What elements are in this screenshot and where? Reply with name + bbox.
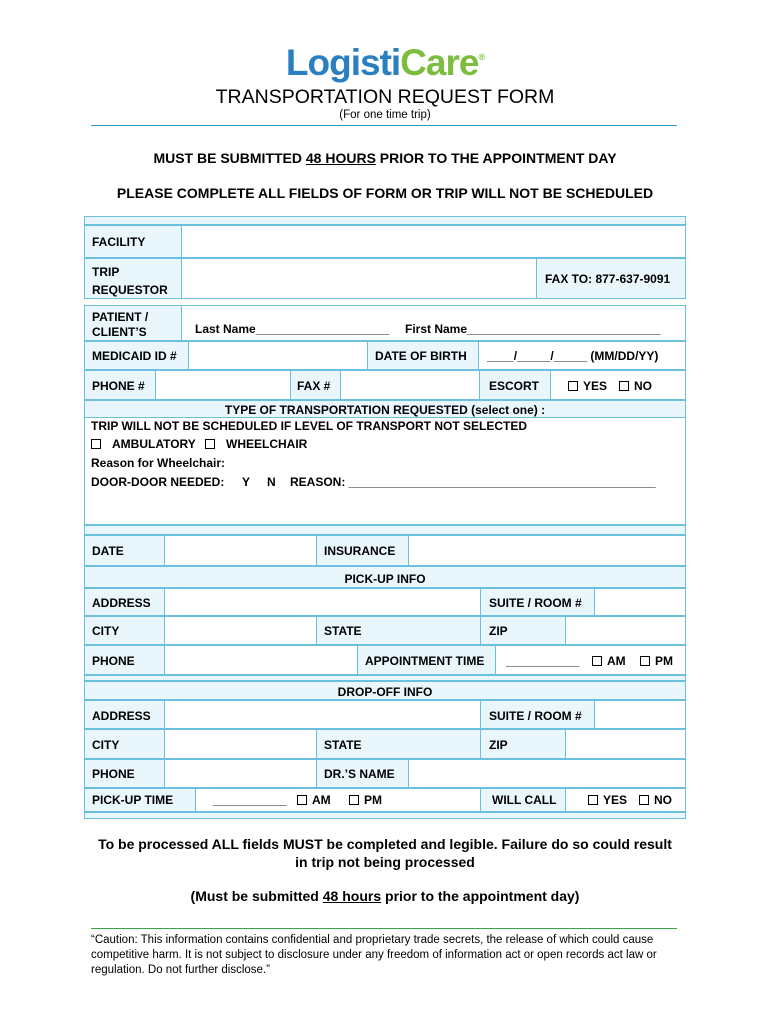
form-title: TRANSPORTATION REQUEST FORM — [215, 86, 555, 108]
trip-requestor-label-2: REQUESTOR — [92, 283, 168, 297]
dropoff-address-label: ADDRESS — [92, 709, 151, 723]
phone-field[interactable] — [155, 370, 291, 400]
checkbox-icon — [205, 439, 215, 449]
pickup-city-label: CITY — [92, 624, 120, 638]
checkbox-icon — [619, 381, 629, 391]
trip-requestor-label-1: TRIP — [92, 265, 120, 279]
door-door-reason: REASON: ______________________________________________ — [290, 475, 656, 489]
trip-requestor-row — [84, 258, 686, 299]
fax-field[interactable] — [340, 370, 480, 400]
phone-label: PHONE # — [92, 379, 145, 393]
dropoff-suite-label: SUITE / ROOM # — [489, 709, 582, 723]
dob-label: DATE OF BIRTH — [375, 349, 467, 363]
patient-name-field[interactable] — [181, 305, 686, 341]
ambulatory-option[interactable]: AMBULATORY — [91, 437, 196, 451]
submission-reminder: (Must be submitted 48 hours prior to the appointment day) — [190, 888, 580, 904]
patient-label-2: CLIENT’S — [92, 325, 147, 339]
checkbox-icon — [297, 795, 307, 805]
escort-no-option[interactable]: NO — [619, 379, 652, 393]
dob-field[interactable] — [478, 341, 686, 370]
pickup-pm-option[interactable]: PM — [349, 793, 382, 807]
last-name-label: Last Name____________________ — [195, 322, 390, 336]
pickup-time-label: PICK-UP TIME — [92, 793, 174, 807]
dropoff-suite-field[interactable] — [594, 700, 686, 729]
dropoff-city-field[interactable] — [164, 729, 317, 759]
facility-label: FACILITY — [92, 235, 146, 249]
dropoff-address-row — [84, 700, 686, 729]
door-door-y[interactable]: Y — [242, 475, 251, 489]
insurance-label: INSURANCE — [324, 544, 396, 558]
checkbox-icon — [588, 795, 598, 805]
footer-divider — [91, 928, 677, 929]
wheelchair-reason-label: Reason for Wheelchair: — [91, 456, 226, 470]
insurance-field[interactable] — [408, 535, 686, 566]
patient-label-1: PATIENT / — [92, 310, 149, 324]
pickup-time-field — [195, 788, 481, 812]
dropoff-phone-label: PHONE — [92, 767, 135, 781]
checkbox-icon — [640, 656, 650, 666]
trip-requestor-field[interactable] — [181, 258, 537, 299]
caution-notice: “Caution: This information contains confidential and proprietary trade secrets, the release of which could cause competitive harm. It is not subject to disclosure under any freedom of information act or open records act law or regulation. Do not further disclose.” — [91, 934, 657, 976]
submission-notice: MUST BE SUBMITTED 48 HOURS PRIOR TO THE APPOINTMENT DAY — [153, 150, 617, 166]
dropoff-zip-field[interactable] — [565, 729, 686, 759]
logisticare-logo: LogistiCare® — [285, 42, 485, 83]
dropoff-zip-label: ZIP — [489, 738, 508, 752]
dropoff-phone-row — [84, 759, 686, 788]
complete-fields-notice: PLEASE COMPLETE ALL FIELDS OF FORM OR TRIP WILL NOT BE SCHEDULED — [116, 185, 654, 201]
wheelchair-option[interactable]: WHEELCHAIR — [205, 437, 307, 451]
medicaid-id-field[interactable] — [188, 341, 368, 370]
checkbox-icon — [639, 795, 649, 805]
pickup-zip-field[interactable] — [565, 616, 686, 645]
dropoff-state-label: STATE — [324, 738, 362, 752]
escort-yes-option[interactable]: YES — [568, 379, 607, 393]
dr-name-label: DR.’S NAME — [324, 767, 395, 781]
escort-options — [550, 370, 686, 400]
will-call-options — [565, 788, 686, 812]
form-bottom-band — [84, 812, 686, 819]
dropoff-city-row — [84, 729, 686, 759]
date-insurance-row — [84, 535, 686, 566]
dropoff-info-title: DROP-OFF INFO — [337, 685, 433, 699]
pickup-phone-field[interactable] — [164, 645, 358, 675]
door-door-label: DOOR-DOOR NEEDED: — [91, 475, 225, 489]
dob-format: ____/_____/_____ (MM/DD/YY) — [487, 349, 659, 363]
transport-type-title: TYPE OF TRANSPORTATION REQUESTED (select one) : — [224, 403, 546, 417]
processing-notice: To be processed ALL fields MUST be completed and legible. Failure do so could result in trip not being processed — [98, 836, 672, 870]
form-subtitle: (For one time trip) — [339, 109, 431, 121]
separator-band — [84, 525, 686, 535]
date-label: DATE — [92, 544, 124, 558]
fax-to-label: FAX TO: 877-637-9091 — [545, 272, 671, 286]
pickup-address-label: ADDRESS — [92, 596, 151, 610]
first-name-label: First Name_____________________________ — [405, 322, 661, 336]
appointment-am-option[interactable]: AM — [592, 654, 626, 668]
checkbox-icon — [349, 795, 359, 805]
pickup-address-field[interactable] — [164, 588, 481, 616]
transport-type-section — [84, 417, 686, 525]
pickup-time-blank[interactable]: ___________ — [213, 793, 287, 807]
pickup-time-row — [84, 788, 686, 812]
pickup-suite-label: SUITE / ROOM # — [489, 596, 582, 610]
pickup-info-title: PICK-UP INFO — [344, 572, 426, 586]
dropoff-info-header — [84, 681, 686, 700]
patient-row — [84, 305, 686, 341]
pickup-info-header — [84, 566, 686, 588]
pickup-zip-label: ZIP — [489, 624, 508, 638]
will-call-no-option[interactable]: NO — [639, 793, 672, 807]
dropoff-address-field[interactable] — [164, 700, 481, 729]
medicaid-row — [84, 341, 686, 370]
header-divider — [91, 125, 677, 126]
dropoff-city-label: CITY — [92, 738, 120, 752]
dropoff-phone-field[interactable] — [164, 759, 317, 788]
fax-label: FAX # — [297, 379, 331, 393]
checkbox-icon — [91, 439, 101, 449]
dr-name-field[interactable] — [408, 759, 686, 788]
pickup-am-option[interactable]: AM — [297, 793, 331, 807]
appointment-time-blank[interactable]: ___________ — [506, 654, 580, 668]
date-field[interactable] — [164, 535, 317, 566]
form-top-band — [84, 216, 686, 225]
pickup-city-row — [84, 616, 686, 645]
appointment-time-label: APPOINTMENT TIME — [365, 654, 485, 668]
door-door-n[interactable]: N — [267, 475, 276, 489]
will-call-yes-option[interactable]: YES — [588, 793, 627, 807]
appointment-time-field — [495, 645, 686, 675]
medicaid-id-label: MEDICAID ID # — [92, 349, 177, 363]
phone-fax-row — [84, 370, 686, 400]
appointment-pm-option[interactable]: PM — [640, 654, 673, 668]
checkbox-icon — [592, 656, 602, 666]
pickup-suite-field[interactable] — [594, 588, 686, 616]
will-call-label: WILL CALL — [492, 793, 557, 807]
pickup-phone-row — [84, 645, 686, 675]
transport-type-header — [84, 400, 686, 418]
pickup-phone-label: PHONE — [92, 654, 135, 668]
escort-label: ESCORT — [489, 379, 540, 393]
facility-field[interactable] — [181, 225, 686, 258]
facility-row — [84, 225, 686, 258]
pickup-address-row — [84, 588, 686, 616]
checkbox-icon — [568, 381, 578, 391]
pickup-state-label: STATE — [324, 624, 362, 638]
transport-warning: TRIP WILL NOT BE SCHEDULED IF LEVEL OF TRANSPORT NOT SELECTED — [91, 419, 528, 433]
pickup-city-field[interactable] — [164, 616, 317, 645]
